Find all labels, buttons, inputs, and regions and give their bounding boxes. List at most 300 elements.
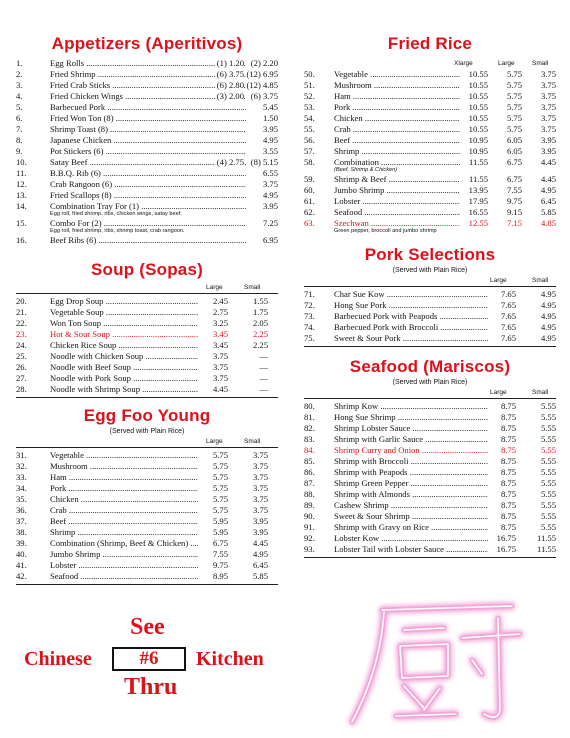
item-price-small: 3.75 — [252, 505, 268, 515]
item-name: Pork ..... — [50, 483, 198, 494]
menu-item-row — [16, 505, 278, 516]
item-price-large: 8.75 — [488, 456, 516, 467]
efy-col-small: Small — [244, 438, 261, 445]
item-price-xlarge: 11.55 — [460, 157, 488, 168]
item-price-large: 5.75 — [198, 483, 228, 494]
item-price-large: 3.45 — [198, 329, 228, 340]
item-price-large: 2.45 — [198, 296, 228, 307]
item-name: Crab ..... — [50, 505, 198, 516]
item-price-xlarge: 10.55 — [460, 102, 488, 113]
item-name: Seafood ..... — [334, 207, 462, 218]
item-name: Combination ..... — [334, 157, 462, 168]
menu-item-row — [304, 218, 556, 229]
seafood-column-headers — [304, 389, 556, 398]
item-name: Japanese Chicken ..... — [50, 135, 246, 146]
item-price-large: 5.75 — [198, 505, 228, 516]
seafood-title: Seafood (Mariscos) — [349, 357, 511, 376]
item-number: 13. — [16, 190, 27, 200]
item-number: 16. — [16, 235, 27, 245]
item-name: Noodle with Beef Soup ..... — [50, 362, 198, 373]
fried-rice-column-headers — [304, 60, 556, 69]
soup-column-headers — [16, 284, 278, 293]
item-number: 5. — [16, 102, 23, 112]
item-price-small: 3.95 — [252, 516, 268, 526]
item-price-small: 11.55 — [536, 533, 556, 543]
item-name: Barbecued Pork ..... — [50, 102, 246, 113]
item-price: 5.45 — [246, 102, 278, 113]
menu-item-row — [304, 412, 556, 423]
item-price-xlarge: 10.95 — [460, 146, 488, 157]
item-price-small: 3.95 — [252, 527, 268, 537]
menu-item-row — [16, 218, 278, 229]
menu-item-row — [304, 207, 556, 218]
item-price-large: 4.45 — [198, 384, 228, 395]
menu-item-row — [16, 549, 278, 560]
item-price: 4.95 — [246, 135, 278, 146]
menu-item-row — [16, 483, 278, 494]
menu-item-row — [304, 522, 556, 533]
item-number: 54. — [304, 113, 315, 123]
item-number: 9. — [16, 146, 23, 156]
item-price-large: 5.75 — [506, 69, 522, 79]
item-number: 38. — [16, 527, 27, 537]
item-price: (8) 5.15 — [246, 157, 278, 168]
menu-item-row — [304, 124, 556, 135]
item-price-xlarge: 10.95 — [460, 135, 488, 146]
item-number: 58. — [304, 157, 315, 167]
item-number: 74. — [304, 322, 315, 332]
item-price-large: 3.75 — [198, 351, 228, 362]
fried-rice-title: Fried Rice — [387, 34, 473, 53]
item-name: Shrimp Toast (8) ..... — [50, 124, 246, 135]
restaurant-logo — [24, 614, 284, 704]
item-name: Beef ..... — [334, 135, 462, 146]
item-number: 91. — [304, 522, 315, 532]
menu-item-row — [304, 91, 556, 102]
item-name: Shrimp with Peapods ..... — [334, 467, 492, 478]
menu-item-row — [16, 113, 278, 124]
item-number: 73. — [304, 311, 315, 321]
item-number: 75. — [304, 333, 315, 343]
item-number: 82. — [304, 423, 315, 433]
item-price-small: 5.85 — [540, 207, 556, 217]
menu-item-row — [16, 235, 278, 246]
menu-item-row — [16, 461, 278, 472]
item-price-small: 3.75 — [540, 102, 556, 112]
item-price-large: 6.75 — [198, 538, 228, 549]
item-price: (12) 6.95 — [246, 69, 278, 79]
item-price-small: 4.95 — [540, 185, 556, 195]
item-price-small-qty: (3) 2.00 — [216, 91, 244, 101]
item-price: (6) 3.75 — [246, 91, 278, 102]
menu-item-row — [304, 511, 556, 522]
item-name: Pork ..... — [334, 102, 462, 113]
menu-item-row — [304, 401, 556, 412]
item-price-xlarge: 10.55 — [460, 69, 488, 80]
seafood-subtitle: (Served with Plain Rice) — [392, 379, 468, 386]
item-price-small: 3.75 — [540, 69, 556, 79]
item-price-small: 5.55 — [540, 456, 556, 466]
item-price-small: 3.75 — [252, 472, 268, 482]
item-name: Fried Chicken Wings ..... — [50, 91, 246, 102]
menu-item-row — [304, 311, 556, 322]
item-price-small: 2.25 — [252, 329, 268, 339]
item-name: B.B.Q. Rib (6) ..... — [50, 168, 246, 179]
item-number: 31. — [16, 450, 27, 460]
menu-item-row — [304, 69, 556, 80]
item-name: Vegetable Soup ..... — [50, 307, 198, 318]
item-price-large: 9.75 — [506, 196, 522, 206]
left-column — [16, 0, 278, 585]
item-number: 92. — [304, 533, 315, 543]
kitchen-kanji-icon — [312, 590, 538, 730]
item-price: 3.75 — [246, 179, 278, 190]
item-price: 6.55 — [246, 168, 278, 179]
menu-item-row — [304, 445, 556, 456]
item-number: 85. — [304, 456, 315, 466]
logo-thru: Thru — [124, 674, 178, 700]
menu-item-row — [16, 571, 278, 582]
item-name: Beef ..... — [50, 516, 198, 527]
item-price-small: 5.55 — [540, 478, 556, 488]
item-price-large: 5.75 — [506, 102, 522, 112]
fried-rice-list — [304, 69, 556, 234]
menu-item-row — [16, 91, 278, 102]
item-name: Fried Scallops (8) ..... — [50, 190, 246, 201]
item-number: 36. — [16, 505, 27, 515]
menu-item-row — [16, 58, 278, 69]
item-price: 3.55 — [246, 146, 278, 157]
item-price-small: 3.75 — [252, 483, 268, 493]
item-name: Fried Shrimp ..... — [50, 69, 246, 80]
item-name: Seafood ..... — [50, 571, 198, 582]
item-number: 3. — [16, 80, 23, 90]
menu-item-row — [16, 124, 278, 135]
item-number: 32. — [16, 461, 27, 471]
item-price-small: 4.95 — [540, 311, 556, 321]
item-note: Green pepper, broccoli and jumbo shrimp — [334, 228, 437, 234]
menu-item-row — [304, 456, 556, 467]
item-number: 71. — [304, 289, 315, 299]
item-price-large: 6.75 — [506, 174, 522, 184]
item-price-large: 5.75 — [506, 80, 522, 90]
item-name: Shrimp Green Pepper ..... — [334, 478, 492, 489]
item-price-xlarge: 10.55 — [460, 80, 488, 91]
item-price-small: 4.45 — [252, 538, 268, 548]
item-price-large: 8.75 — [488, 489, 516, 500]
item-price-small: 5.55 — [540, 412, 556, 422]
item-price-small: 6.45 — [540, 196, 556, 206]
item-price-large: 7.65 — [488, 322, 516, 333]
soup-list — [16, 293, 278, 398]
item-price-large: 8.75 — [488, 467, 516, 478]
item-number: 34. — [16, 483, 27, 493]
menu-item-row — [304, 185, 556, 196]
item-name: Beef Ribs (6) ..... — [50, 235, 246, 246]
item-number: 12. — [16, 179, 27, 189]
item-price-small: 3.75 — [252, 461, 268, 471]
menu-item-row — [16, 179, 278, 190]
menu-item-row — [304, 544, 556, 555]
item-number: 27. — [16, 373, 27, 383]
item-price-large: 3.75 — [198, 362, 228, 373]
item-price: 4.95 — [246, 190, 278, 201]
item-price-small: 4.95 — [540, 333, 556, 343]
item-number: 88. — [304, 489, 315, 499]
item-number: 4. — [16, 91, 23, 101]
item-name: Chicken ..... — [50, 494, 198, 505]
menu-item-row — [304, 489, 556, 500]
item-number: 37. — [16, 516, 27, 526]
item-name: Crab Rangoon (6) ..... — [50, 179, 246, 190]
item-price-small: 3.75 — [252, 494, 268, 504]
menu-item-row — [304, 289, 556, 300]
item-name: Shrimp with Gravy on Rice ..... — [334, 522, 492, 533]
seafood-col-large: Large — [490, 389, 507, 396]
item-number: 23. — [16, 329, 27, 339]
menu-item-row — [16, 190, 278, 201]
item-note: (Beef, Shrimp & Chicken) — [334, 167, 398, 173]
item-name: Chicken ..... — [334, 113, 462, 124]
item-price: 1.50 — [246, 113, 278, 124]
item-name: Vegetable ..... — [50, 450, 198, 461]
item-name: Fried Crab Sticks ..... — [50, 80, 246, 91]
item-name: Barbecued Pork with Peapods ..... — [334, 311, 492, 322]
item-number: 26. — [16, 362, 27, 372]
item-name: Mushroom ..... — [334, 80, 462, 91]
item-number: 60. — [304, 185, 315, 195]
pork-column-headers — [304, 277, 556, 286]
item-name: Barbecued Pork with Broccoli ..... — [334, 322, 492, 333]
soup-title: Soup (Sopas) — [91, 260, 203, 279]
logo-see: See — [130, 614, 165, 640]
menu-item-row — [16, 560, 278, 571]
menu-item-row — [16, 340, 278, 351]
item-price-small: 3.75 — [540, 91, 556, 101]
item-price-large: 7.65 — [488, 289, 516, 300]
menu-item-row — [304, 500, 556, 511]
item-number: 55. — [304, 124, 315, 134]
item-price-large: 8.75 — [488, 478, 516, 489]
item-name: Satay Beef ..... — [50, 157, 246, 168]
item-number: 56. — [304, 135, 315, 145]
item-name: Pot Stickers (6) ..... — [50, 146, 246, 157]
item-name: Jumbo Shrimp ..... — [334, 185, 462, 196]
item-price-large: 7.65 — [488, 333, 516, 344]
item-price-small: — — [259, 362, 268, 372]
item-number: 24. — [16, 340, 27, 350]
item-number: 62. — [304, 207, 315, 217]
item-price-large: 6.75 — [506, 157, 522, 167]
menu-item-row — [16, 80, 278, 91]
item-price-xlarge: 11.55 — [460, 174, 488, 185]
item-price-small: 4.85 — [540, 218, 556, 228]
menu-item-row — [304, 322, 556, 333]
item-name: Mushroom ..... — [50, 461, 198, 472]
soup-col-small: Small — [244, 284, 261, 291]
item-number: 50. — [304, 69, 315, 79]
item-price-small: 3.75 — [252, 450, 268, 460]
item-price-large: 8.75 — [488, 500, 516, 511]
item-number: 15. — [16, 218, 27, 228]
item-price-small: 5.55 — [540, 434, 556, 444]
item-name: Chicken Rice Soup ..... — [50, 340, 198, 351]
item-price-large: 9.15 — [506, 207, 522, 217]
item-price-small-qty: (6) 3.75 — [216, 69, 244, 79]
item-number: 90. — [304, 511, 315, 521]
item-price-large: 5.95 — [198, 516, 228, 527]
logo-chinese: Chinese — [24, 648, 92, 670]
item-name: Vegetable ..... — [334, 69, 462, 80]
item-price-large: 8.75 — [488, 412, 516, 423]
item-price-large: 16.75 — [488, 533, 516, 544]
menu-item-row — [304, 300, 556, 311]
item-number: 86. — [304, 467, 315, 477]
efy-col-large: Large — [206, 438, 223, 445]
item-price-small: 4.95 — [252, 549, 268, 559]
item-price-xlarge: 12.55 — [460, 218, 488, 229]
item-number: 81. — [304, 412, 315, 422]
menu-item-row — [16, 201, 278, 212]
item-price-large: 5.75 — [506, 91, 522, 101]
item-number: 7. — [16, 124, 23, 134]
item-number: 93. — [304, 544, 315, 554]
item-number: 6. — [16, 113, 23, 123]
menu-item-row — [16, 296, 278, 307]
seafood-list — [304, 398, 556, 558]
item-name: Egg Drop Soup ..... — [50, 296, 198, 307]
appetizers-list — [16, 58, 278, 246]
item-number: 33. — [16, 472, 27, 482]
item-name: Szechwan ..... — [334, 218, 462, 229]
item-name: Combo For (2) ..... — [50, 218, 246, 229]
item-name: Sweet & Sour Shrimp ..... — [334, 511, 492, 522]
menu-item-row — [16, 69, 278, 80]
menu-item-row — [304, 196, 556, 207]
seafood-col-small: Small — [532, 389, 549, 396]
menu-item-row — [304, 135, 556, 146]
item-price-small: 4.95 — [540, 300, 556, 310]
item-price-xlarge: 10.55 — [460, 91, 488, 102]
item-price-large: 3.75 — [198, 373, 228, 384]
item-price-small: 3.75 — [540, 80, 556, 90]
item-price-small: 11.55 — [536, 544, 556, 554]
menu-item-row — [304, 113, 556, 124]
item-name: Char Sue Kow ..... — [334, 289, 492, 300]
item-price-small-qty: (6) 2.80 — [216, 80, 244, 90]
fr-col-small: Small — [532, 60, 549, 67]
item-price-large: 5.75 — [198, 494, 228, 505]
item-price-small: 3.75 — [540, 113, 556, 123]
item-name: Won Ton Soup ..... — [50, 318, 198, 329]
item-number: 83. — [304, 434, 315, 444]
menu-item-row — [304, 478, 556, 489]
item-price-small: — — [259, 351, 268, 361]
item-price-large: 8.75 — [488, 423, 516, 434]
item-price-small: 5.55 — [540, 500, 556, 510]
item-number: 35. — [16, 494, 27, 504]
item-name: Hot & Sour Soup ..... — [50, 329, 198, 340]
item-number: 21. — [16, 307, 27, 317]
item-name: Lobster ..... — [50, 560, 198, 571]
menu-item-row — [304, 174, 556, 185]
appetizers-title: Appetizers (Aperitivos) — [51, 34, 243, 53]
item-price-small: 4.95 — [540, 322, 556, 332]
item-price-small: 5.55 — [540, 423, 556, 433]
menu-item-row — [16, 373, 278, 384]
egg-foo-young-title: Egg Foo Young — [83, 406, 211, 425]
menu-item-row — [304, 533, 556, 544]
item-price-large: 5.75 — [198, 450, 228, 461]
menu-item-row — [304, 80, 556, 91]
item-name: Egg Rolls ..... — [50, 58, 246, 69]
item-name: Fried Won Ton (8) ..... — [50, 113, 246, 124]
item-price-large: 8.75 — [488, 522, 516, 533]
item-number: 89. — [304, 500, 315, 510]
item-price-small: 5.55 — [540, 401, 556, 411]
item-number: 1. — [16, 58, 23, 68]
egg-foo-young-list — [16, 447, 278, 585]
item-price-small: 5.85 — [252, 571, 268, 581]
item-price-xlarge: 17.95 — [460, 196, 488, 207]
menu-item-row — [304, 467, 556, 478]
item-number: 53. — [304, 102, 315, 112]
menu-item-row — [16, 472, 278, 483]
item-name: Ham ..... — [50, 472, 198, 483]
item-name: Combination (Shrimp, Beef & Chicken) ..... — [50, 538, 198, 549]
item-name: Shrimp with Almonds ..... — [334, 489, 492, 500]
item-name: Jumbo Shrimp ..... — [50, 549, 198, 560]
item-name: Shrimp ..... — [334, 146, 462, 157]
item-price-small: 4.45 — [540, 157, 556, 167]
item-price-large: 16.75 — [488, 544, 516, 555]
menu-item-row — [16, 307, 278, 318]
item-price-large: 7.55 — [198, 549, 228, 560]
menu-item-row — [16, 450, 278, 461]
item-number: 42. — [16, 571, 27, 581]
item-number: 25. — [16, 351, 27, 361]
item-name: Shrimp Curry and Onion ..... — [334, 445, 492, 456]
item-name: Combination Tray For (1) ..... — [50, 201, 246, 212]
item-name: Noodle with Pork Soup ..... — [50, 373, 198, 384]
item-number: 2. — [16, 69, 23, 79]
item-price-small: 1.75 — [252, 307, 268, 317]
item-number: 20. — [16, 296, 27, 306]
item-number: 51. — [304, 80, 315, 90]
egg-foo-young-column-headers — [16, 438, 278, 447]
menu-item-row — [16, 318, 278, 329]
item-price: 6.95 — [246, 235, 278, 246]
item-price-small: — — [259, 384, 268, 394]
item-name: Lobster Tail with Lobster Sauce ..... — [334, 544, 492, 555]
pork-subtitle: (Served with Plain Rice) — [392, 267, 468, 274]
item-name: Shrimp Lobster Sauce ..... — [334, 423, 492, 434]
item-number: 22. — [16, 318, 27, 328]
item-price-xlarge: 10.55 — [460, 124, 488, 135]
item-number: 87. — [304, 478, 315, 488]
item-price-small: 5.55 — [540, 511, 556, 521]
item-name: Sweet & Sour Pork ..... — [334, 333, 492, 344]
fr-col-large: Large — [498, 60, 515, 67]
item-price-small-qty: (4) 2.75 — [216, 157, 244, 167]
item-price-large: 5.75 — [198, 461, 228, 472]
item-price-large: 8.95 — [198, 571, 228, 582]
pork-col-small: Small — [532, 277, 549, 284]
menu-item-row — [304, 146, 556, 157]
menu-item-row — [16, 362, 278, 373]
item-price-small: 3.95 — [540, 146, 556, 156]
item-price-small: 4.45 — [540, 174, 556, 184]
